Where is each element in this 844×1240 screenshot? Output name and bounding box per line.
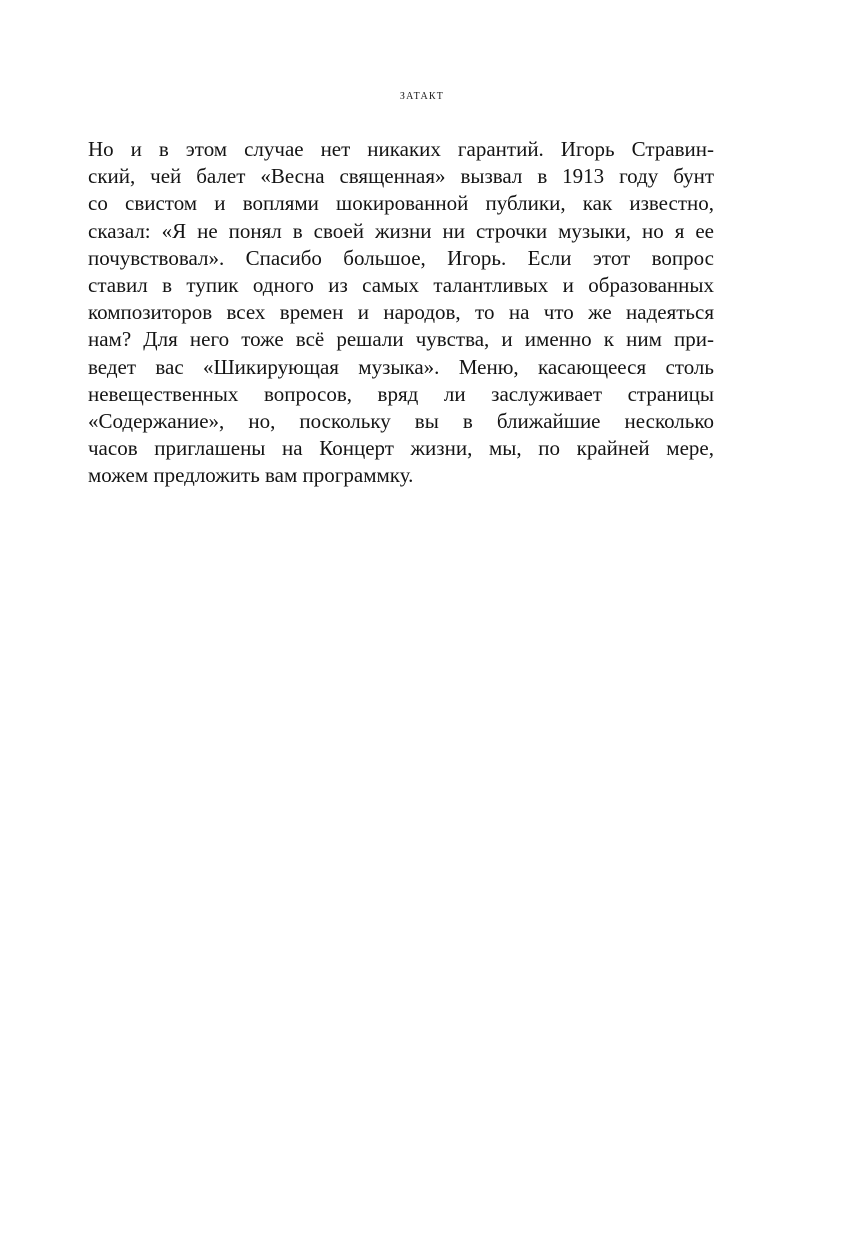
text-line: часов приглашены на Концерт жизни, мы, по крайней мере, bbox=[88, 436, 714, 461]
text-line: Но и в этом случае нет никаких гарантий. Игорь Стравин- bbox=[88, 137, 714, 161]
body-paragraph bbox=[88, 136, 714, 490]
text-line: нам? Для него тоже всё решали чувства, и именно к ним при- bbox=[88, 327, 714, 352]
running-header: затакт bbox=[399, 88, 445, 103]
text-line: невещественных вопросов, вряд ли заслуживает страницы bbox=[88, 381, 714, 406]
text-line: почувствовал». Спасибо большое, Игорь. Если этот вопрос bbox=[88, 245, 714, 270]
text-line: ведет вас «Шикирующая музыка». Меню, касающееся столь bbox=[88, 354, 714, 379]
text-line: ский, чей балет «Весна священная» вызвал в 1913 году бунт bbox=[88, 164, 714, 189]
text-line: со свистом и воплями шокированной публики, как известно, bbox=[88, 191, 714, 216]
text-line: ставил в тупик одного из самых талантливых и образованных bbox=[88, 273, 714, 298]
text-line: композиторов всех времен и народов, то на что же надеяться bbox=[88, 300, 714, 325]
text-line: сказал: «Я не понял в своей жизни ни строчки музыки, но я ее bbox=[88, 218, 714, 243]
text-line: можем предложить вам программку. bbox=[88, 463, 414, 488]
text-line: «Содержание», но, поскольку вы в ближайшие несколько bbox=[88, 409, 714, 434]
